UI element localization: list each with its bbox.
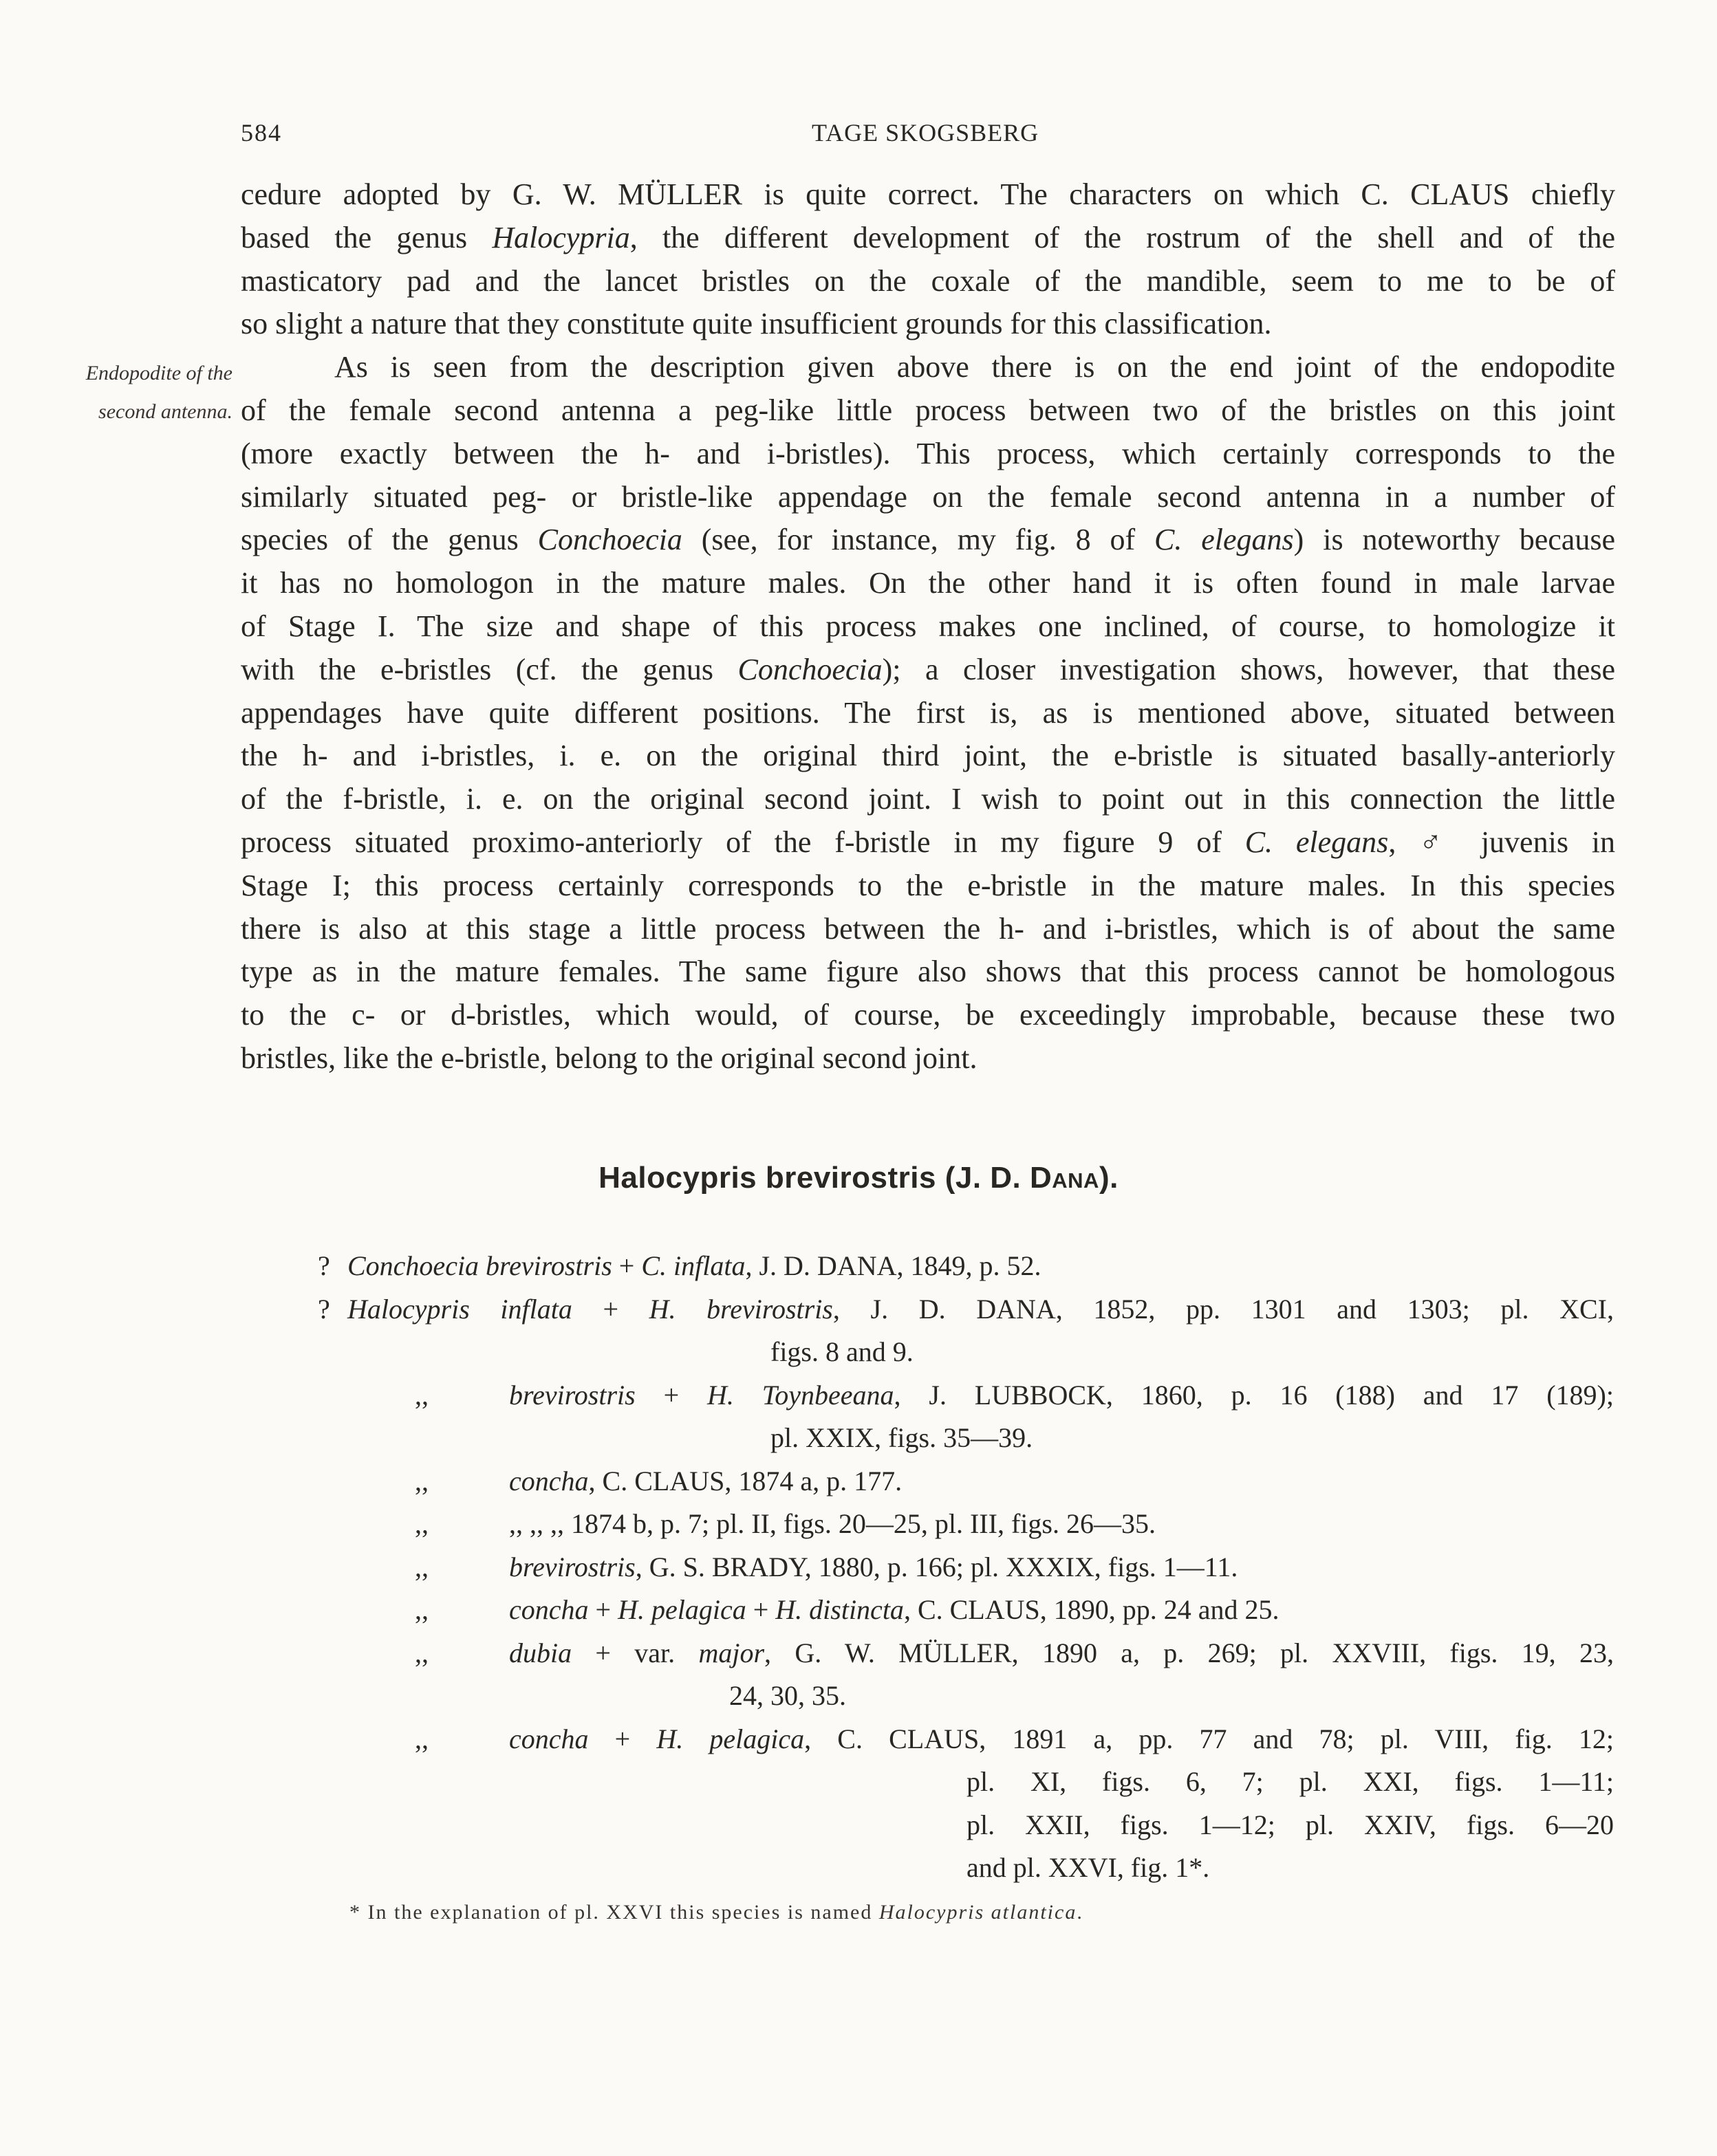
- body-line: As is seen from the description given above there is on the end joint of the endopodite: [334, 350, 1615, 384]
- body-line: with the e-bristles (cf. the genus Conchoecia); a closer investigation shows, however, that these: [241, 652, 1615, 686]
- body-line: so slight a nature that they constitute quite insufficient grounds for this classification.: [241, 307, 1272, 341]
- synonymy-entry: [0, 1632, 1717, 1718]
- synonymy-entry: [0, 1374, 1717, 1460]
- synonymy-text: Halocypris inflata + H. brevirostris, J. D. DANA, 1852, pp. 1301 and 1303; pl. XCI,: [347, 1293, 1614, 1325]
- synonymy-line: [0, 1460, 1717, 1503]
- synonymy-line: [0, 1245, 1717, 1288]
- synonymy-line: [0, 1417, 1717, 1460]
- ditto-mark: ,,: [415, 1551, 429, 1582]
- synonymy-list: [0, 1245, 1717, 1890]
- species-heading: [0, 1161, 1717, 1195]
- ditto-mark: ,,: [415, 1465, 429, 1496]
- synonymy-text: concha, C. CLAUS, 1874 a, p. 177.: [509, 1465, 903, 1496]
- running-head: TAGE SKOGSBERG: [812, 119, 1039, 146]
- body-line: bristles, like the e-bristle, belong to the original second joint.: [241, 1041, 978, 1075]
- body-line: to the c- or d-bristles, which would, of course, be exceedingly improbable, because these two: [241, 998, 1615, 1032]
- body-line: process situated proximo-anteriorly of the f-bristle in my figure 9 of C. elegans, ♂ juvenis in: [241, 825, 1616, 859]
- ditto-mark: ,,: [415, 1508, 429, 1539]
- margin-note-line: second antenna.: [98, 400, 233, 423]
- query-mark: ?: [318, 1250, 330, 1281]
- synonymy-entry: [0, 1589, 1717, 1632]
- body-line: the h- and i-bristles, i. e. on the original third joint, the e-bristle is situated basally-anteriorly: [241, 739, 1615, 773]
- synonymy-text: concha + H. pelagica, C. CLAUS, 1891 a, pp. 77 and 78; pl. VIII, fig. 12;: [509, 1723, 1615, 1754]
- ditto-mark: ,,: [415, 1637, 429, 1668]
- species-name: Halocypris brevirostris (J. D.: [598, 1161, 1030, 1195]
- synonymy-line: [0, 1804, 1717, 1847]
- page-header: [0, 118, 1717, 153]
- body-text: [241, 173, 1615, 1080]
- body-line: appendages have quite different positions. The first is, as is mentioned above, situated between: [241, 695, 1615, 730]
- synonymy-line: [0, 1761, 1717, 1804]
- synonymy-text: dubia + var. major, G. W. MÜLLER, 1890 a, p. 269; pl. XXVIII, figs. 19, 23,: [509, 1637, 1614, 1668]
- synonymy-text: brevirostris, G. S. BRADY, 1880, p. 166; pl. XXXIX, figs. 1—11.: [509, 1551, 1238, 1582]
- body-line: based the genus Halocypria, the different development of the rostrum of the shell and of the: [241, 220, 1615, 254]
- body-line: cedure adopted by G. W. MÜLLER is quite correct. The characters on which C. CLAUS chiefly: [241, 177, 1615, 211]
- synonymy-text: ,, ,, ,, 1874 b, p. 7; pl. II, figs. 20—25, pl. III, figs. 26—35.: [509, 1508, 1156, 1539]
- synonymy-entry: [0, 1546, 1717, 1589]
- body-line: Stage I; this process certainly corresponds to the e-bristle in the mature males. In this species: [241, 868, 1615, 902]
- ditto-mark: ,,: [415, 1723, 429, 1754]
- body-line: of the f-bristle, i. e. on the original second joint. I wish to point out in this connection the little: [241, 782, 1615, 816]
- species-author: Dana: [1030, 1161, 1099, 1195]
- query-mark: ?: [318, 1293, 330, 1325]
- synonymy-line: [0, 1589, 1717, 1632]
- synonymy-line: [0, 1374, 1717, 1417]
- synonymy-entry: [0, 1503, 1717, 1546]
- synonymy-line: [0, 1546, 1717, 1589]
- synonymy-text: concha + H. pelagica + H. distincta, C. CLAUS, 1890, pp. 24 and 25.: [509, 1594, 1279, 1625]
- synonymy-text: pl. XI, figs. 6, 7; pl. XXI, figs. 1—11;: [967, 1766, 1614, 1797]
- margin-note-line: Endopodite of the: [85, 362, 233, 384]
- body-line: there is also at this stage a little process between the h- and i-bristles, which is of about the same: [241, 911, 1615, 946]
- body-line: similarly situated peg- or bristle-like appendage on the female second antenna in a number of: [241, 479, 1615, 514]
- synonymy-text: figs. 8 and 9.: [770, 1336, 914, 1367]
- synonymy-line: [0, 1632, 1717, 1675]
- body-line: type as in the mature females. The same figure also shows that this process cannot be homologous: [241, 955, 1615, 989]
- synonymy-entry: [0, 1245, 1717, 1288]
- ditto-mark: ,,: [415, 1379, 429, 1411]
- body-line: (more exactly between the h- and i-bristles). This process, which certainly corresponds to the: [241, 436, 1615, 470]
- synonymy-text: pl. XXII, figs. 1—12; pl. XXIV, figs. 6—20: [967, 1809, 1614, 1840]
- synonymy-line: [0, 1718, 1717, 1761]
- body-line: it has no homologon in the mature males. On the other hand it is often found in male larvae: [241, 566, 1615, 600]
- ditto-mark: ,,: [415, 1594, 429, 1625]
- synonymy-line: [0, 1288, 1717, 1331]
- synonymy-entry: [0, 1288, 1717, 1374]
- synonymy-entry: [0, 1460, 1717, 1503]
- species-heading-close: ).: [1099, 1161, 1119, 1195]
- margin-note: [12, 352, 233, 433]
- body-line: masticatory pad and the lancet bristles on the coxale of the mandible, seem to me to be of: [241, 263, 1615, 298]
- body-line: species of the genus Conchoecia (see, for instance, my fig. 8 of C. elegans) is noteworthy because: [241, 523, 1615, 557]
- synonymy-line: [0, 1503, 1717, 1546]
- synonymy-text: 24, 30, 35.: [729, 1680, 846, 1711]
- synonymy-line: [0, 1331, 1717, 1374]
- footnote: * In the explanation of pl. XXVI this species is named Halocypris atlantica.: [349, 1901, 1083, 1924]
- synonymy-text: Conchoecia brevirostris + C. inflata, J. D. DANA, 1849, p. 52.: [347, 1250, 1041, 1281]
- body-line: of the female second antenna a peg-like little process between two of the bristles on this joint: [241, 393, 1615, 427]
- synonymy-line: [0, 1675, 1717, 1718]
- synonymy-entry: [0, 1718, 1717, 1890]
- body-line: of Stage I. The size and shape of this process makes one inclined, of course, to homologize it: [241, 609, 1615, 643]
- synonymy-text: pl. XXIX, figs. 35—39.: [770, 1422, 1033, 1453]
- synonymy-text: brevirostris + H. Toynbeeana, J. LUBBOCK, 1860, p. 16 (188) and 17 (189);: [509, 1379, 1614, 1411]
- synonymy-line: [0, 1847, 1717, 1890]
- page-number: 584: [241, 119, 282, 146]
- synonymy-text: and pl. XXVI, fig. 1*.: [967, 1852, 1210, 1883]
